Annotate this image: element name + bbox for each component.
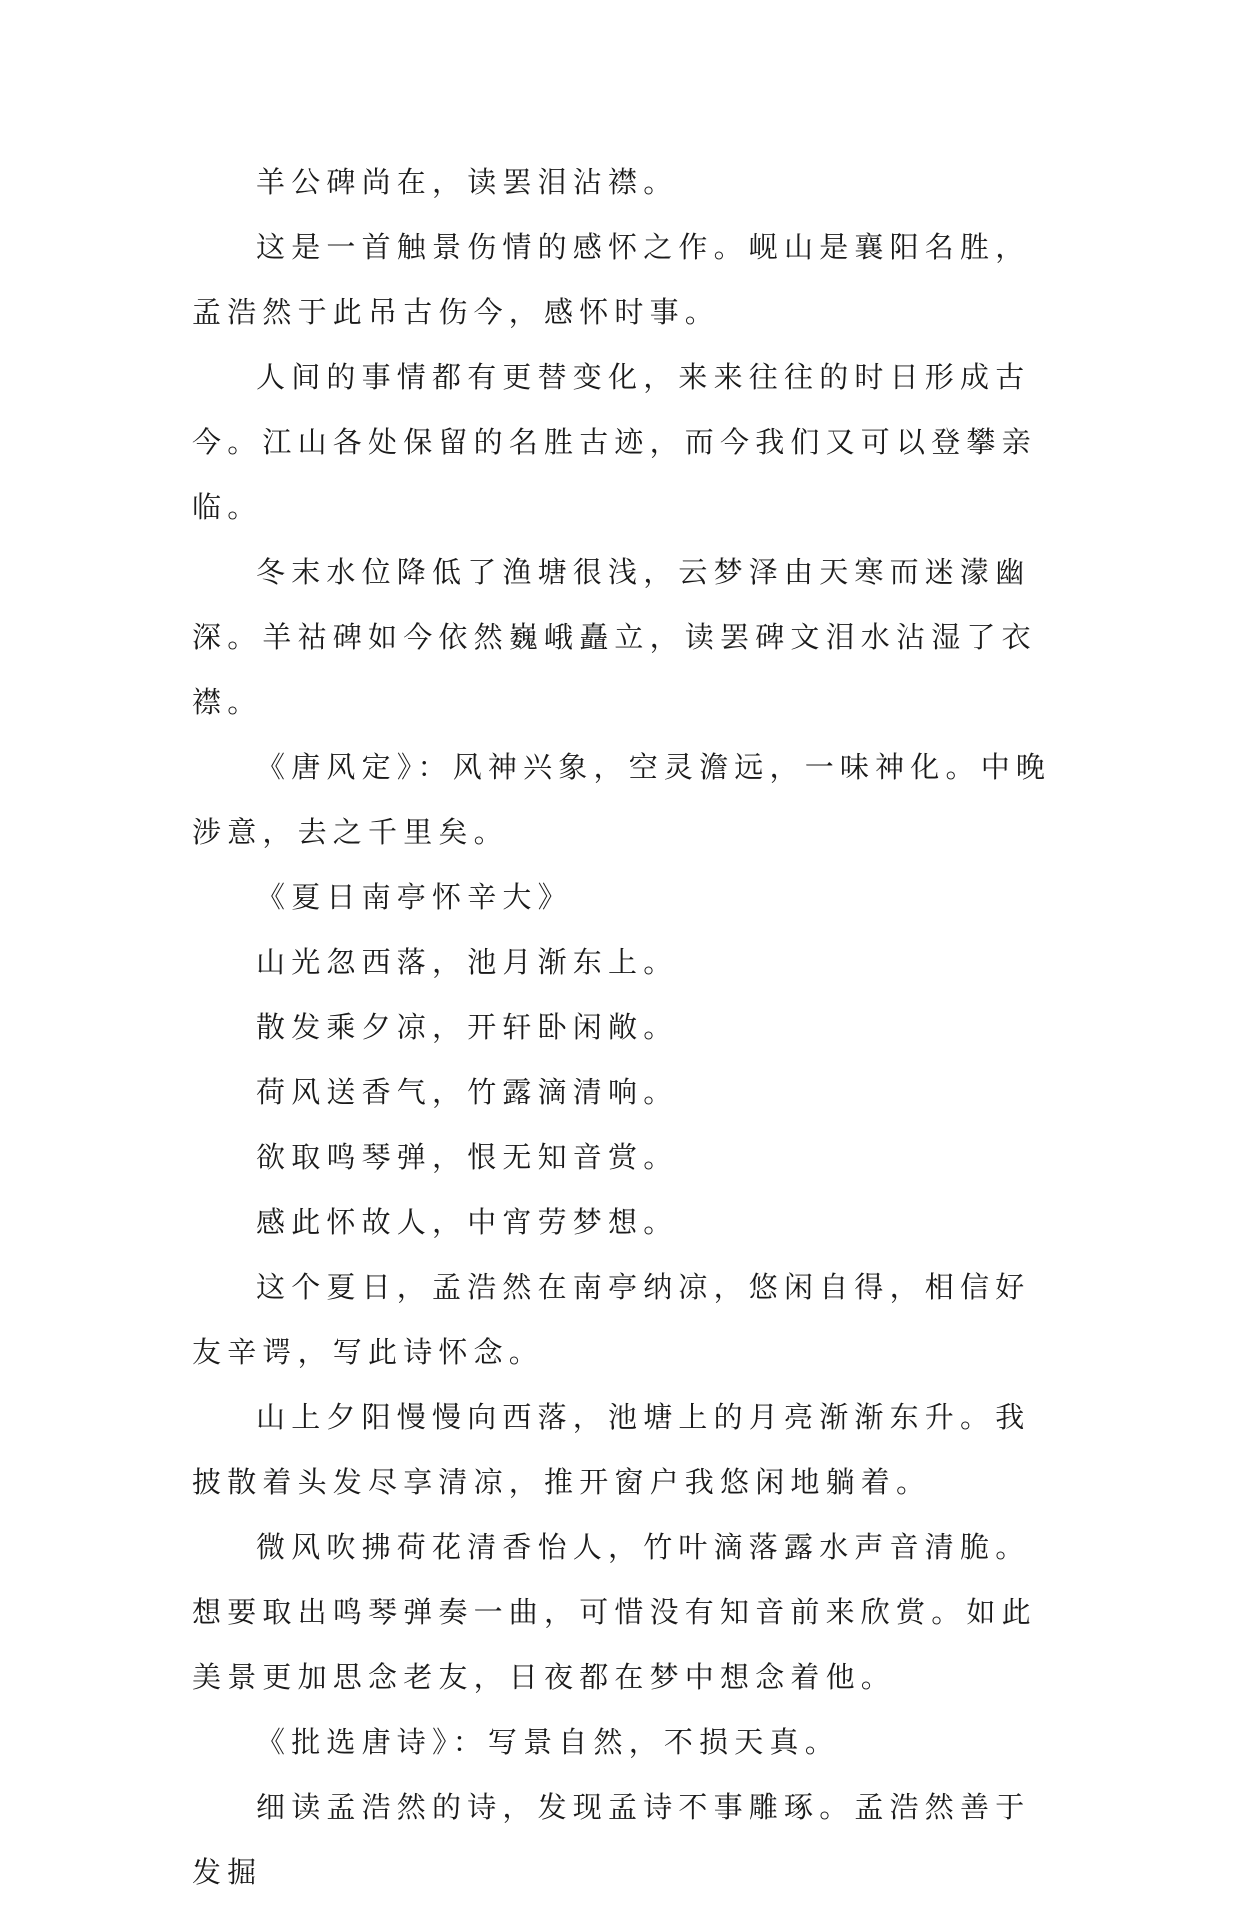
- paragraph: 这是一首触景伤情的感怀之作。岘山是襄阳名胜，孟浩然于此吊古伤今，感怀时事。: [192, 230, 1031, 329]
- poem-line: 欲取鸣琴弹，恨无知音赏。: [256, 1140, 679, 1174]
- poem-title: 《夏日南亭怀辛大》: [256, 880, 573, 914]
- paragraph: 羊公碑尚在，读罢泪沾襟。: [256, 165, 679, 199]
- paragraph: 山上夕阳慢慢向西落，池塘上的月亮渐渐东升。我披散着头发尽享清凉，推开窗户我悠闲地躺着。: [192, 1400, 1031, 1499]
- paragraph: 《唐风定》：风神兴象，空灵澹远，一味神化。中晚涉意，去之千里矣。: [192, 750, 1052, 849]
- poem-line: 山光忽西落，池月渐东上。: [256, 945, 679, 979]
- poem-line: 感此怀故人，中宵劳梦想。: [256, 1205, 679, 1239]
- paragraph: 人间的事情都有更替变化，来来往往的时日形成古今。江山各处保留的名胜古迹，而今我们又可以登攀亲临。: [192, 360, 1037, 524]
- paragraph: 细读孟浩然的诗，发现孟诗不事雕琢。孟浩然善于发掘: [192, 1790, 1031, 1889]
- paragraph: 微风吹拂荷花清香怡人，竹叶滴落露水声音清脆。想要取出鸣琴弹奏一曲，可惜没有知音前来欣赏。如此美景更加思念老友，日夜都在梦中想念着他。: [192, 1530, 1037, 1694]
- poem-line: 荷风送香气，竹露滴清响。: [256, 1075, 679, 1109]
- poem-line: 散发乘夕凉，开轩卧闲敞。: [256, 1010, 679, 1044]
- paragraph: 冬末水位降低了渔塘很浅，云梦泽由天寒而迷濛幽深。羊祜碑如今依然巍峨矗立，读罢碑文泪水沾湿了衣襟。: [192, 555, 1037, 719]
- document-body: [192, 150, 1052, 1905]
- paragraph: 这个夏日，孟浩然在南亭纳凉，悠闲自得，相信好友辛谔，写此诗怀念。: [192, 1270, 1031, 1369]
- paragraph: 《批选唐诗》：写景自然，不损天真。: [256, 1725, 840, 1759]
